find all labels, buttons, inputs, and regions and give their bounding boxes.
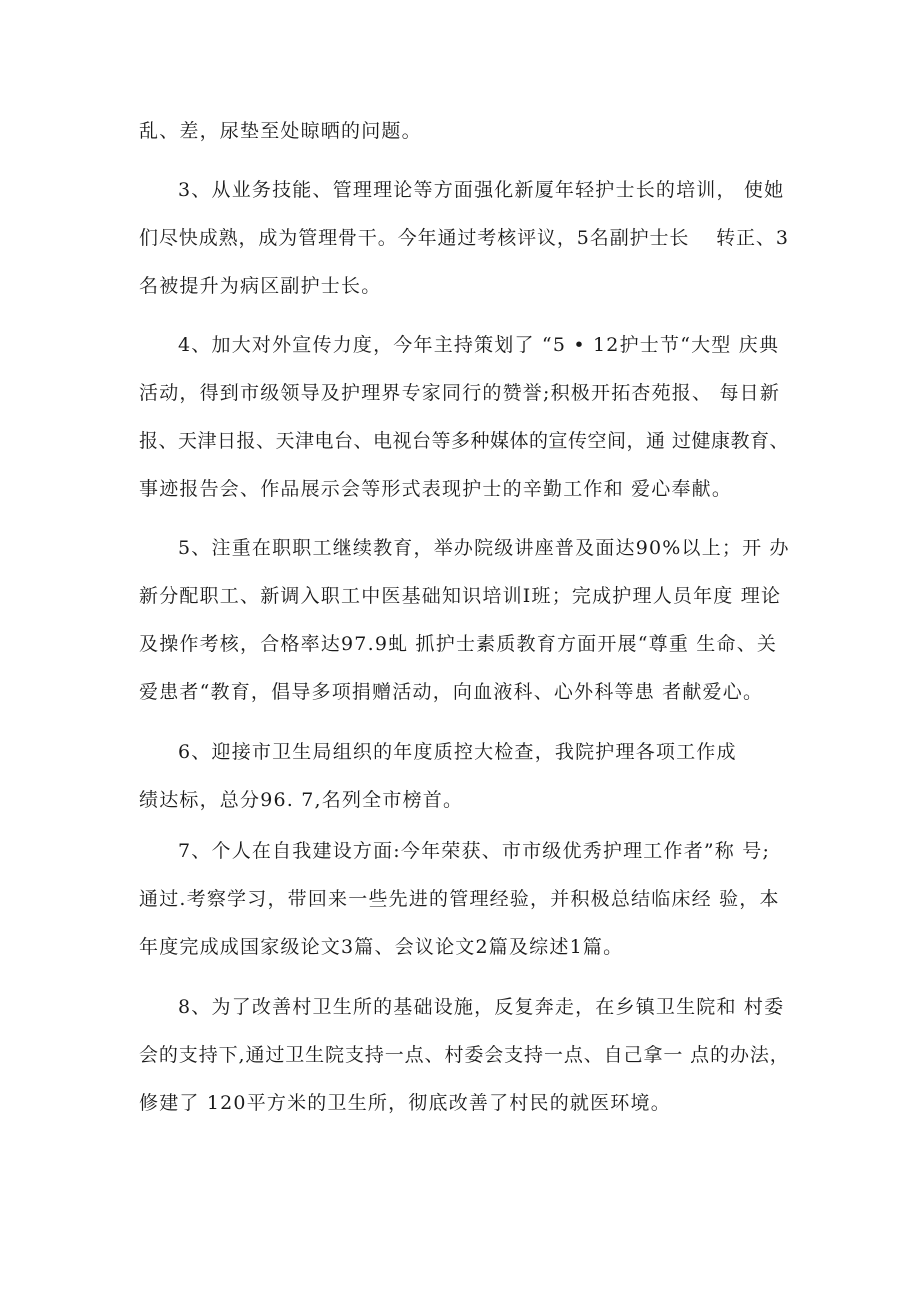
paragraph-6-line: 6、迎接市卫生局组织的年度质控大检查，我院护理各项工作成 (178, 741, 737, 763)
text-line: 乱、差，尿垫至处晾晒的问题。 (139, 120, 422, 142)
text-line: 爱患者“教育，倡导多项捐赠活动，向血液科、心外科等患 者献爱心。 (139, 681, 764, 703)
text-line: 们尽快成熟，成为管理骨干。今年通过考核评议，5名副护士长 转正、3 (139, 227, 789, 249)
paragraph-7-line: 7、个人在自我建设方面:今年荣获、市市级优秀护理工作者”称 号; (178, 840, 771, 862)
text-line: 通过.考察学习，带回来一些先进的管理经验，并积极总结临床经 验，本 (139, 888, 780, 910)
text-line: 新分配职工、新调入职工中医基础知识培训I班；完成护理人员年度 理论 (139, 585, 782, 607)
paragraph-5-line: 5、注重在职职工继续教育，举办院级讲座普及面达90%以上；开 办 (178, 537, 790, 559)
text-line: 名被提升为病区副护士长。 (139, 275, 382, 297)
text-line: 会的支持下,通过卫生院支持一点、村委会支持一点、自己拿一 点的办法， (139, 1044, 790, 1066)
text-line: 事迹报告会、作品展示会等形式表现护士的辛勤工作和 爱心奉献。 (139, 478, 733, 500)
text-line: 绩达标，总分96. 7,名列全市榜首。 (139, 789, 464, 811)
text-line: 年度完成成国家级论文3篇、会议论文2篇及综述1篇。 (139, 936, 624, 958)
paragraph-8-line: 8、为了改善村卫生所的基础设施，反复奔走，在乡镇卫生院和 村委 (178, 996, 785, 1018)
paragraph-4-line: 4、加大对外宣传力度，今年主持策划了 “5 • 12护士节“大型 庆典 (178, 334, 780, 356)
text-line: 报、天津日报、天津电台、电视台等多种媒体的宣传空间，通 过健康教育、 (139, 430, 790, 452)
text-line: 及操作考核，合格率达97.9虬 抓护士素质教育方面开展“尊重 生命、关 (139, 633, 778, 655)
text-line: 活动，得到市级领导及护理界专家同行的赞誉;积极开拓杏苑报、 每日新 (139, 382, 781, 404)
paragraph-3-line: 3、从业务技能、管理理论等方面强化新厦年轻护士长的培训， 使她 (178, 179, 785, 201)
text-line: 修建了 120平方米的卫生所，彻底改善了村民的就医环境。 (139, 1092, 671, 1114)
